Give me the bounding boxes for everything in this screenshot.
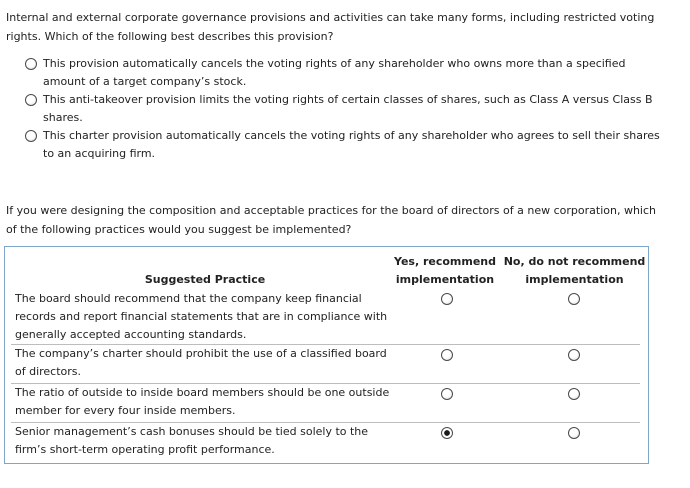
option-3-radio[interactable]	[25, 130, 37, 142]
option-3[interactable]	[25, 127, 665, 163]
practice-table	[4, 246, 649, 464]
no-radio[interactable]	[568, 388, 580, 400]
yes-radio[interactable]	[441, 293, 453, 305]
header-suggested-practice: Suggested Practice	[144, 273, 266, 286]
option-1-radio[interactable]	[25, 58, 37, 70]
practice-text: The board should recommend that the company keep financial records and report financial statements that are in compliance with generally accepted accounting standards.	[15, 292, 388, 341]
yes-radio[interactable]	[441, 388, 453, 400]
table-row	[11, 290, 640, 345]
table-row	[11, 423, 640, 460]
practice-text: The company’s charter should prohibit the use of a classified board of directors.	[15, 347, 387, 378]
question-2-text: If you were designing the composition and acceptable practices for the board of directors of a new corporation, which of the following practices would you suggest be implemented?	[6, 204, 656, 236]
header-yes-line2: implementation	[395, 273, 495, 286]
practice-text: Senior management’s cash bonuses should be tied solely to the firm’s short-term operating profit performance.	[15, 425, 369, 456]
question-1-text: Internal and external corporate governance provisions and activities can take many forms, including restricted voting rights. Which of the following best describes this provision?	[6, 11, 655, 43]
header-no-line1: No, do not recommend	[503, 255, 646, 268]
option-1-label: This provision automatically cancels the voting rights of any shareholder who owns more than a specified amount of a target company’s stock.	[43, 57, 626, 88]
table-row	[11, 345, 640, 384]
yes-radio[interactable]	[441, 427, 453, 439]
yes-radio[interactable]	[441, 349, 453, 361]
option-2[interactable]	[25, 91, 665, 127]
no-radio[interactable]	[568, 349, 580, 361]
option-3-label: This charter provision automatically cancels the voting rights of any shareholder who agrees to sell their shares to an acquiring firm.	[43, 129, 660, 160]
header-no-line2: implementation	[525, 273, 624, 286]
header-yes-line1: Yes, recommend	[393, 255, 497, 268]
practice-text: The ratio of outside to inside board members should be one outside member for every four inside members.	[15, 386, 390, 417]
option-2-radio[interactable]	[25, 94, 37, 106]
no-radio[interactable]	[568, 293, 580, 305]
no-radio[interactable]	[568, 427, 580, 439]
option-2-label: This anti-takeover provision limits the voting rights of certain classes of shares, such as Class A versus Class B shares.	[43, 93, 653, 124]
option-1[interactable]	[25, 55, 665, 91]
table-row	[11, 384, 640, 423]
